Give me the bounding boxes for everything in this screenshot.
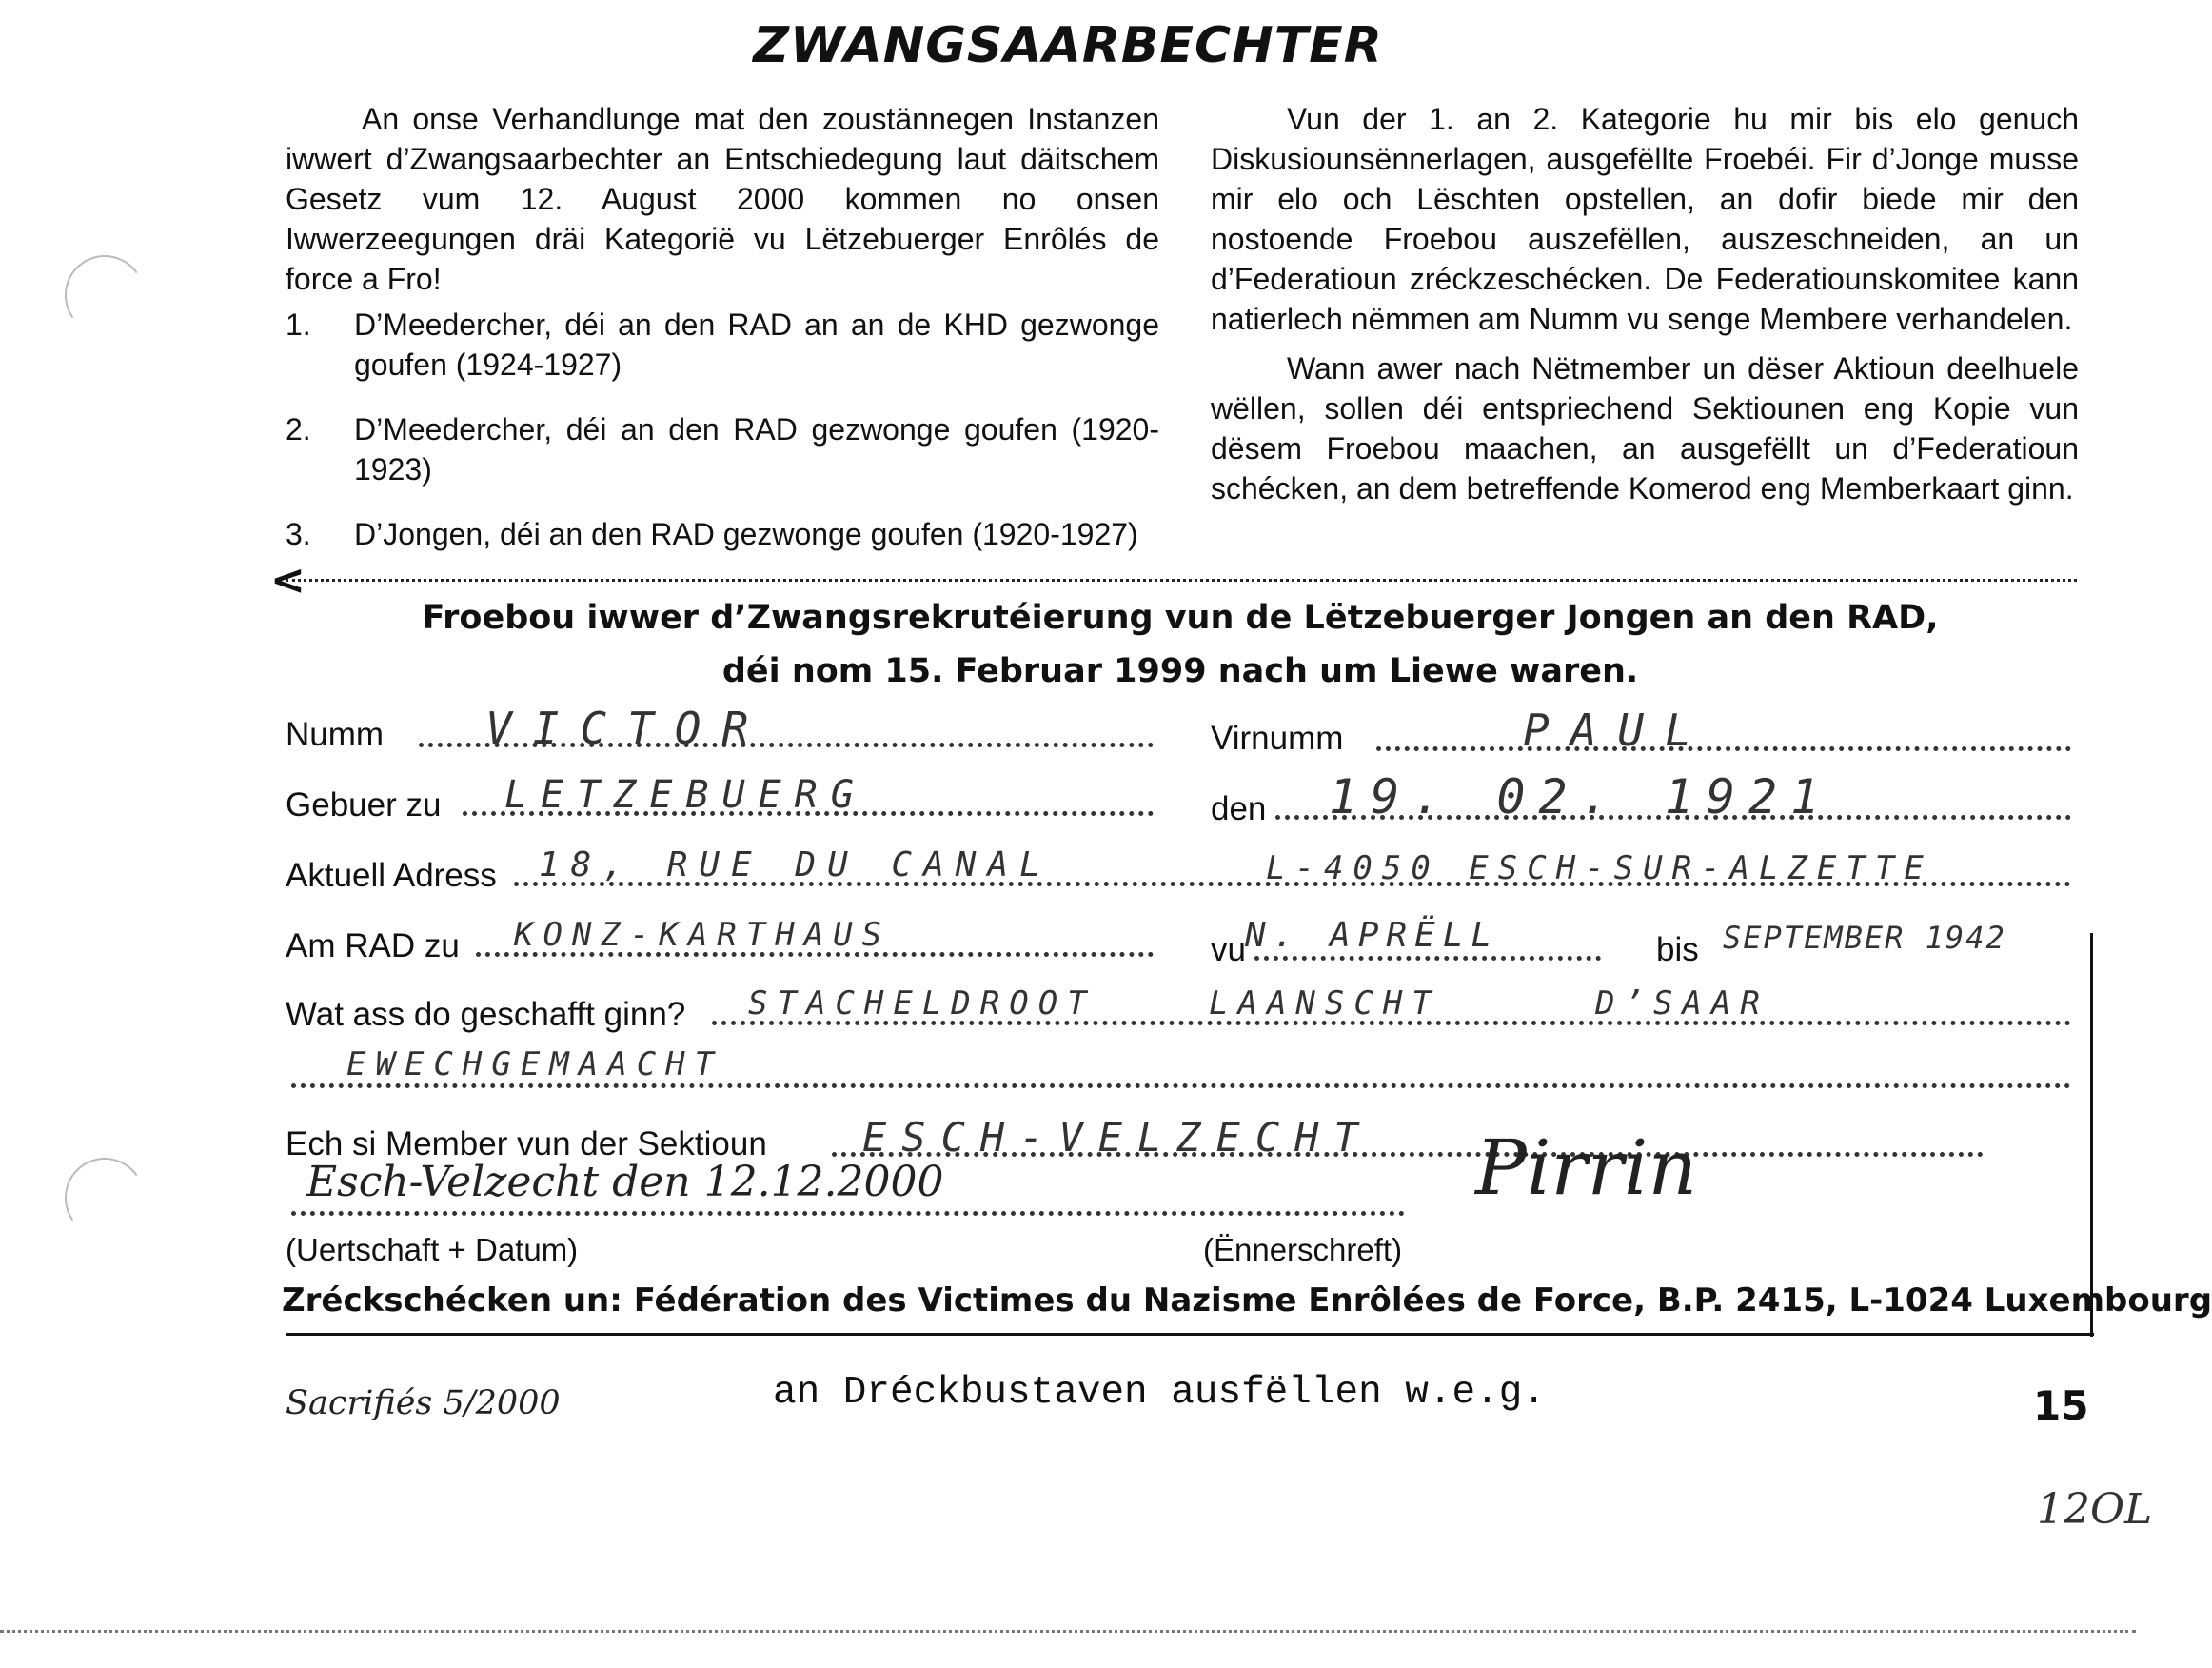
wat-value-3: D’SAAR <box>1595 984 1769 1023</box>
scan-edge <box>0 1630 2136 1633</box>
virnumm-field[interactable] <box>1376 746 2071 751</box>
bis-label: bis <box>1656 931 1699 968</box>
punch-hole-top <box>58 248 150 341</box>
form-heading-line-2: déi nom 15. Februar 1999 nach um Liewe waren. <box>721 652 1639 690</box>
wat-value-4: EWECHGEMAACHT <box>346 1045 724 1083</box>
gebuer-value: LETZEBUERG <box>504 773 867 817</box>
den-value: 19. 02. 1921 <box>1329 769 1833 824</box>
cut-line <box>286 579 2077 582</box>
wat-value-1: STACHELDROOT <box>748 984 1096 1023</box>
place-date-value: Esch-Velzecht den 12.12.2000 <box>306 1158 944 1206</box>
numm-label: Numm <box>286 716 385 753</box>
form-bottom-border <box>286 1333 2094 1336</box>
publication-name: Sacrifiés 5/2000 <box>286 1384 561 1422</box>
gebuer-label: Gebuer zu <box>286 786 442 824</box>
right-para-2: Wann awer nach Nëtmember un dëser Aktioun deelhuele wëllen, sollen déi entspriechend Sektiounen eng Kopie vun dësem Froebou maachen, an ausgefëllt un d’Federatioun schécken, an dem betreffende Komerod eng Memberkaart ginn. <box>1211 351 2079 506</box>
vun-value: N. APRËLL <box>1245 916 1500 955</box>
adress-label: Aktuell Adress <box>286 857 497 894</box>
numm-value: VICTOR <box>485 703 770 754</box>
place-date-field[interactable] <box>291 1211 1405 1216</box>
sektioun-value: ESCH-VELZECHT <box>862 1114 1373 1161</box>
sektioun-label: Ech si Member vun der Sektioun <box>286 1125 767 1162</box>
signature-image: Pirrin <box>1475 1123 1698 1212</box>
virnumm-label: Virnumm <box>1211 720 1344 757</box>
rad-label: Am RAD zu <box>286 927 460 964</box>
adress-value-street: 18, RUE DU CANAL <box>539 845 1052 884</box>
list-item-number: 3. <box>286 517 311 551</box>
scissors-arrow-icon: < <box>270 556 306 605</box>
punch-hole-bottom <box>58 1151 150 1243</box>
list-item <box>286 409 1159 489</box>
list-item-number: 1. <box>286 308 311 342</box>
rad-value: KONZ-KARTHAUS <box>514 916 892 954</box>
den-label: den <box>1211 790 1267 827</box>
list-item-text: D’Meedercher, déi an den RAD gezwonge goufen (1920-1923) <box>354 412 1159 486</box>
left-intro: An onse Verhandlunge mat den zoustännegen Instanzen iwwert d’Zwangsaarbechter an Entschiedegung laut däitschem Gesetz vum 12. August 2000 kommen no onsen Iwwerzeegungen dräi Kategorië vu Lëtzebuerger Enrôlés de force a Fro! <box>286 102 1159 296</box>
typed-instruction: an Dréckbustaven ausfëllen w.e.g. <box>773 1371 1546 1415</box>
list-item <box>286 514 1159 554</box>
page-title: ZWANGSAARBECHTER <box>753 17 1383 74</box>
category-list <box>286 305 1159 554</box>
wat-label: Wat ass do geschafft ginn? <box>286 996 686 1033</box>
right-column <box>1211 99 2079 512</box>
list-item <box>286 305 1159 385</box>
virnumm-value: PAUL <box>1523 705 1712 756</box>
adress-value-city: L-4050 ESCH-SUR-ALZETTE <box>1266 849 1933 887</box>
form-heading-line-1: Froebou iwwer d’Zwangsrekrutéierung vun de Lëtzebuerger Jongen an den RAD, <box>422 599 1939 637</box>
return-address: Zréckschécken un: Fédération des Victimes du Nazisme Enrôlées de Force, B.P. 2415, L-1024 Luxembourg <box>282 1281 2212 1320</box>
page-number: 15 <box>2033 1382 2089 1429</box>
wat-field-continued[interactable] <box>291 1083 2071 1088</box>
signature-label: (Ënnerschreft) <box>1203 1232 1403 1267</box>
bis-value: SEPTEMBER 1942 <box>1723 920 2006 956</box>
left-column <box>286 99 1159 579</box>
margin-note: 12OL <box>2037 1485 2153 1534</box>
list-item-number: 2. <box>286 412 311 447</box>
right-para-1: Vun der 1. an 2. Kategorie hu mir bis elo genuch Diskusiounsënnerlagen, ausgefëllte Froebéi. Fir d’Jonge musse mir elo och Lëschten opstellen, an dofir biede mir den nostoende Froebou auszefëllen, auszeschneiden, an un d’Federatioun zréckzeschécken. De Federatiounskomitee kann natierlech nëmmen am Numm vu senge Membere verhandelen. <box>1211 102 2079 336</box>
wat-value-2: LAANSCHT <box>1209 984 1441 1023</box>
list-item-text: D’Meedercher, déi an den RAD an an de KHD gezwonge goufen (1924-1927) <box>354 308 1159 382</box>
vun-field[interactable] <box>1254 956 1601 961</box>
place-date-label: (Uertschaft + Datum) <box>286 1232 579 1267</box>
vun-label: vu <box>1211 931 1246 968</box>
list-item-text: D’Jongen, déi an den RAD gezwonge goufen (1920-1927) <box>354 517 1138 551</box>
form-right-border <box>2090 933 2093 1337</box>
